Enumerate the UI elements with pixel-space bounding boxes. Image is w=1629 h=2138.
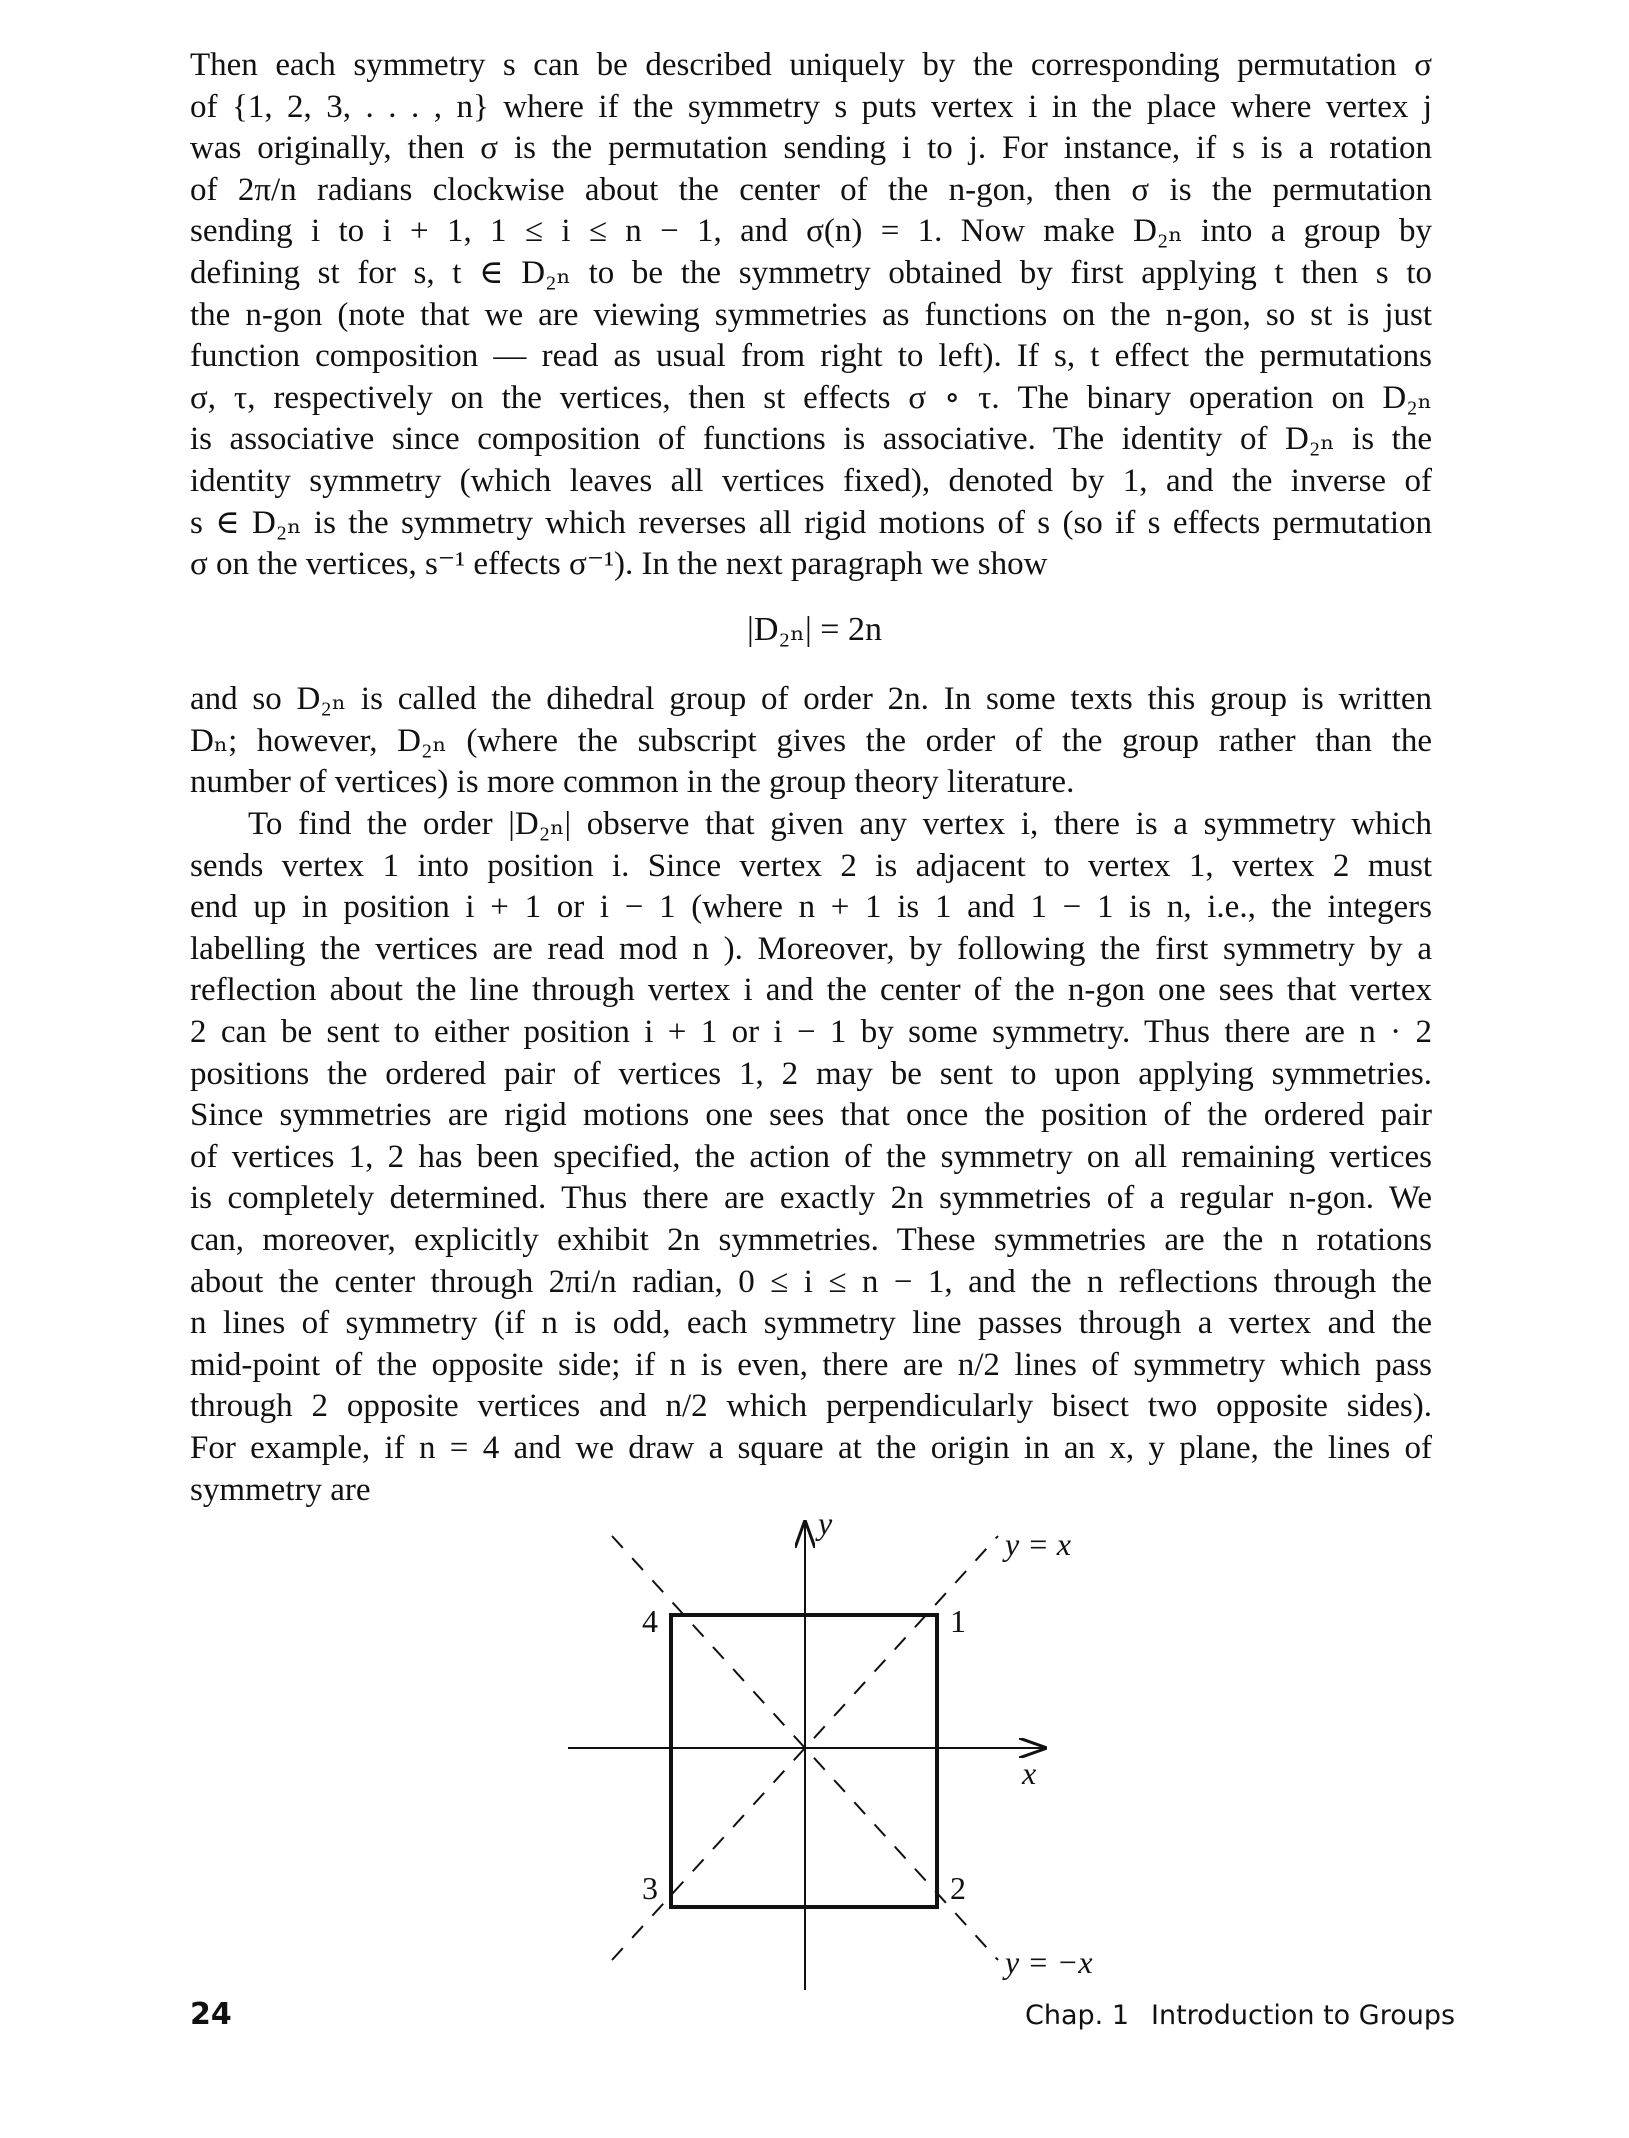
text-line: s ∈ D₂ₙ is the symmetry which reverses all rigid motions of s (so if s effects permutation <box>190 504 1432 541</box>
text-line: number of vertices) is more common in the group theory literature. <box>190 764 1075 801</box>
text-line: 2 can be sent to either position i + 1 or i − 1 by some symmetry. Thus there are n · 2 <box>190 1013 1432 1050</box>
diag2-label: y = −x <box>1005 1944 1093 1980</box>
text-line: Dₙ; however, D₂ₙ (where the subscript gives the order of the group rather than the <box>190 722 1432 759</box>
text-line: n lines of symmetry (if n is odd, each symmetry line passes through a vertex and the <box>190 1305 1432 1342</box>
text-line: of {1, 2, 3, . . . , n} where if the symmetry s puts vertex i in the place where vertex j <box>190 88 1432 125</box>
text-line: and so D₂ₙ is called the dihedral group of order 2n. In some texts this group is written <box>190 681 1432 717</box>
text-line: of 2π/n radians clockwise about the center of the n-gon, then σ is the permutation <box>190 171 1432 208</box>
text-line: Since symmetries are rigid motions one sees that once the position of the ordered pair <box>190 1097 1432 1134</box>
chapter-label: Chap. 1 <box>1025 2000 1129 2031</box>
text-line: positions the ordered pair of vertices 1, 2 may be sent to upon applying symmetries. <box>190 1055 1432 1092</box>
text-line: of vertices 1, 2 has been specified, the action of the symmetry on all remaining vertices <box>190 1138 1432 1175</box>
text-line: For example, if n = 4 and we draw a square at the origin in an x, y plane, the lines of <box>190 1429 1432 1466</box>
text-line: reflection about the line through vertex i and the center of the n-gon one sees that vertex <box>190 972 1432 1009</box>
text-line: the n-gon (note that we are viewing symmetries as functions on the n-gon, so st is just <box>190 296 1432 333</box>
text-line: σ on the vertices, s⁻¹ effects σ⁻¹). In the next paragraph we show <box>190 546 1048 583</box>
text-line: about the center through 2πi/n radian, 0 ≤ i ≤ n − 1, and the n reflections through the <box>190 1263 1432 1300</box>
text-line: is associative since composition of functions is associative. The identity of D₂ₙ is the <box>190 421 1432 458</box>
y-axis-label: y <box>818 1505 833 1541</box>
text-line: was originally, then σ is the permutation sending i to j. For instance, if s is a rotation <box>190 130 1432 167</box>
diag1-label: y = x <box>1005 1526 1071 1562</box>
text-line: through 2 opposite vertices and n/2 which perpendicularly bisect two opposite sides). <box>190 1388 1432 1425</box>
text-line: sending i to i + 1, 1 ≤ i ≤ n − 1, and σ(n) = 1. Now make D₂ₙ into a group by <box>190 213 1432 250</box>
text-line: symmetry are <box>190 1471 371 1508</box>
text-line: labelling the vertices are read mod n ). Moreover, by following the first symmetry by a <box>190 930 1432 967</box>
text-line: mid-point of the opposite side; if n is even, there are n/2 lines of symmetry which pass <box>190 1346 1432 1383</box>
text-line: σ, τ, respectively on the vertices, then st effects σ ∘ τ. The binary operation on D₂ₙ <box>190 379 1432 416</box>
vertex-label-4: 4 <box>642 1603 658 1639</box>
text-line: sends vertex 1 into position i. Since vertex 2 is adjacent to vertex 1, vertex 2 must <box>190 847 1432 884</box>
x-axis-label: x <box>1022 1755 1037 1791</box>
page-number: 24 <box>190 1997 232 2032</box>
vertex-label-1: 1 <box>950 1603 966 1639</box>
text-line: function composition — read as usual from right to left). If s, t effect the permutations <box>190 338 1432 375</box>
vertex-label-2: 2 <box>950 1870 966 1906</box>
chapter-title: Introduction to Groups <box>1151 2000 1456 2031</box>
text-line: To find the order |D₂ₙ| observe that given any vertex i, there is a symmetry which <box>248 806 1432 842</box>
text-line: is completely determined. Thus there are exactly 2n symmetries of a regular n-gon. We <box>190 1180 1432 1217</box>
text-line: identity symmetry (which leaves all vertices fixed), denoted by 1, and the inverse of <box>190 462 1432 499</box>
text-line: defining st for s, t ∈ D₂ₙ to be the symmetry obtained by first applying t then s to <box>190 254 1432 291</box>
display-formula: |D₂ₙ| = 2n <box>747 611 882 648</box>
vertex-label-3: 3 <box>642 1870 658 1906</box>
text-line: end up in position i + 1 or i − 1 (where n + 1 is 1 and 1 − 1 is n, i.e., the integers <box>190 889 1432 926</box>
text-line: Then each symmetry s can be described uniquely by the corresponding permutation σ <box>190 47 1432 83</box>
text-line: can, moreover, explicitly exhibit 2n symmetries. These symmetries are the n rotations <box>190 1221 1432 1258</box>
